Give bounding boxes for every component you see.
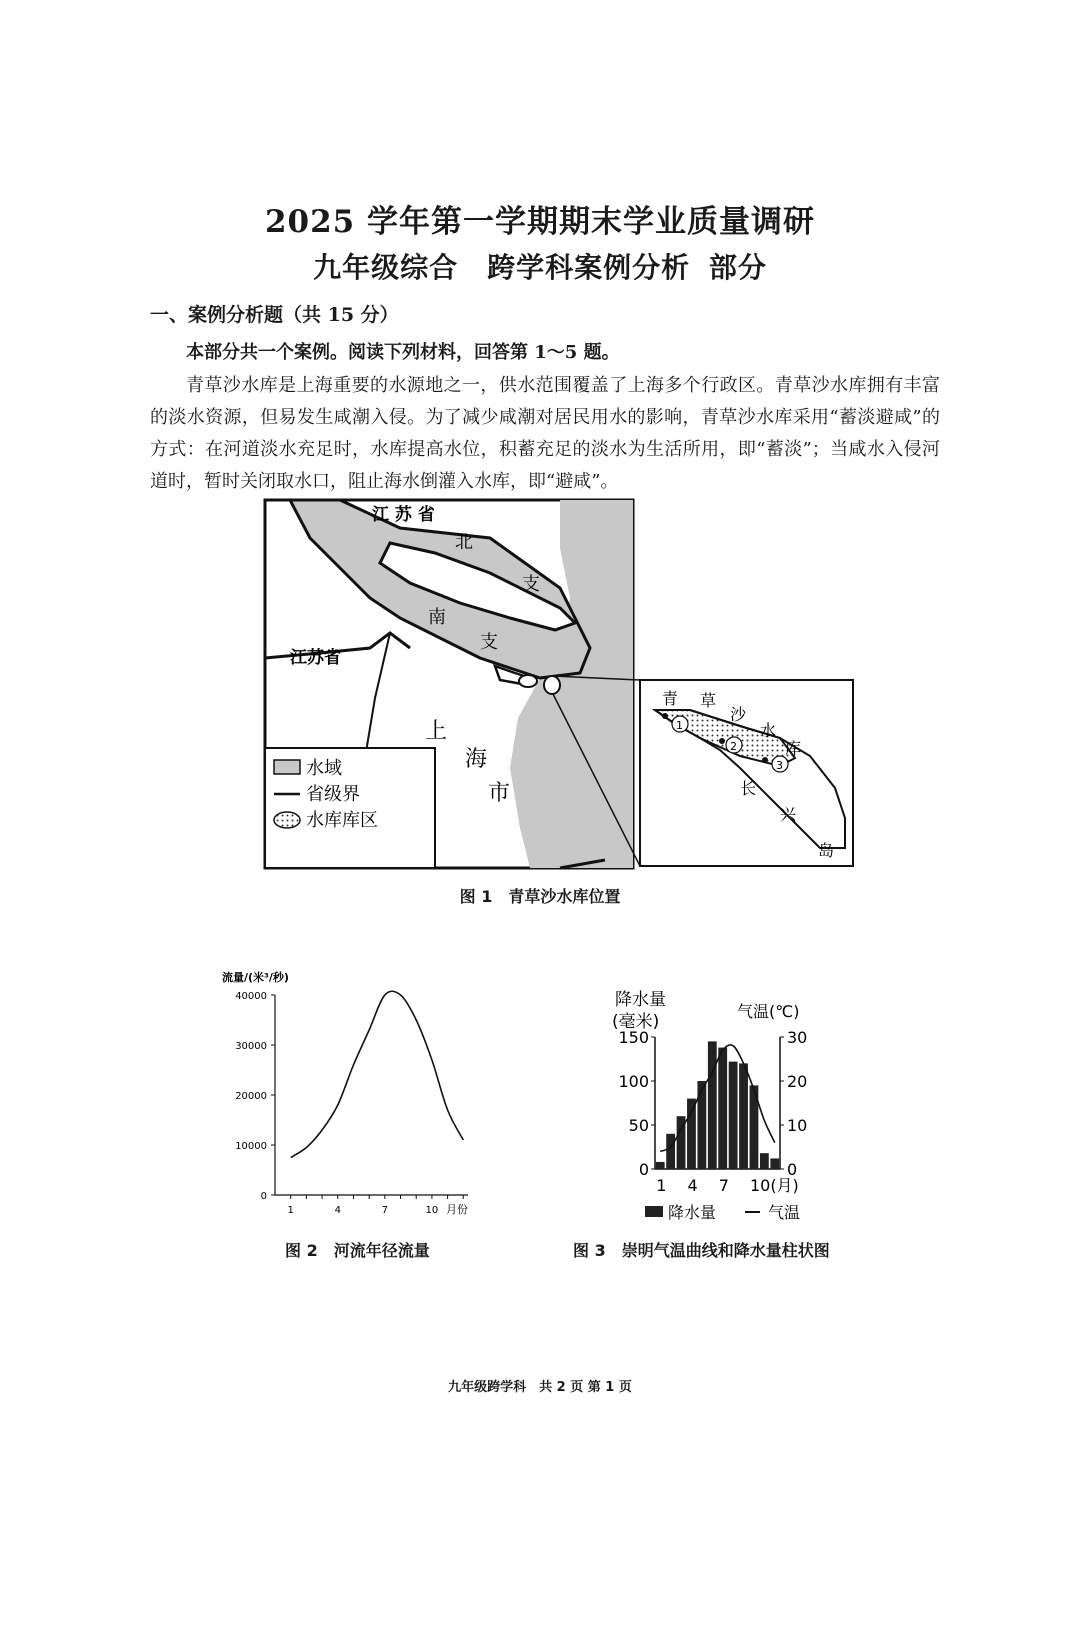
label-south-1: 南: [428, 607, 446, 628]
legend-border-label: 省级界: [306, 784, 360, 805]
label-north-2: 支: [522, 574, 540, 595]
exam-subtitle: 九年级综合 跨学科案例分析 部分: [313, 251, 767, 284]
svg-text:岛: 岛: [818, 841, 835, 860]
map-inset: [640, 680, 853, 866]
fig3-legend-precip: 降水量: [668, 1203, 717, 1222]
fig3-left-tick-label: 50: [628, 1116, 649, 1135]
fig3-ylabel-left-2: (毫米): [612, 1012, 660, 1032]
fig3-left-tick-label: 150: [618, 1028, 649, 1047]
fig3-right-tick-label: 20: [787, 1072, 808, 1091]
figure3-chart: [600, 985, 830, 1225]
fig3-legend-temp: 气温: [768, 1203, 801, 1222]
fig3-precip-bar: [770, 1158, 779, 1169]
svg-text:兴: 兴: [780, 805, 797, 824]
fig2-xtick-label: 10: [425, 1205, 439, 1216]
material-paragraph: 青草沙水库是上海重要的水源地之一，供水范围覆盖了上海多个行政区。青草沙水库拥有丰富的淡水资源，但易发生咸潮入侵。为了减少咸潮对居民用水的影响，青草沙水库采用“蓄淡避咸”的方式：在河道淡水充足时，水库提高水位，积蓄充足的淡水为生活所用，即“蓄淡”；当咸水入侵河道时，暂时关闭取水口，阻止海水倒灌入水库，即“避咸”。: [150, 375, 940, 492]
page-footer: 九年级跨学科 共 2 页 第 1 页: [448, 1380, 632, 1395]
fig3-right-tick-label: 10: [787, 1116, 808, 1135]
legend-reservoir-swatch: [274, 812, 300, 828]
svg-text:2: 2: [730, 740, 737, 753]
fig2-ytick-label: 40000: [235, 991, 267, 1002]
fig2-ytick-label: 10000: [235, 1141, 267, 1152]
fig3-xtick-label: 4: [687, 1176, 698, 1195]
map-legend: [265, 748, 435, 868]
figure1-map: [260, 498, 860, 870]
svg-text:水: 水: [760, 721, 777, 740]
svg-text:沙: 沙: [730, 705, 747, 724]
svg-text:1: 1: [676, 719, 683, 732]
fig3-xtick-label: 1: [656, 1176, 667, 1195]
fig3-precip-bar: [739, 1063, 748, 1169]
figure1-caption: 图 1 青草沙水库位置: [459, 887, 621, 906]
svg-text:3: 3: [776, 759, 783, 772]
figure2-chart: [210, 965, 510, 1230]
fig3-ylabel-right: 气温(℃): [737, 1002, 800, 1021]
fig3-legend-precip-swatch: [645, 1206, 663, 1217]
label-shanghai-3: 市: [488, 781, 511, 806]
label-north-1: 北: [455, 532, 473, 553]
fig3-left-tick-label: 100: [618, 1072, 649, 1091]
label-shanghai-2: 海: [465, 747, 488, 772]
point-1-marker: [662, 713, 668, 719]
fig3-xtick-label: 7: [718, 1176, 729, 1195]
label-jiangsu-left: 江苏省: [290, 648, 341, 668]
fig3-right-tick-label: 30: [787, 1028, 808, 1047]
fig2-xtick-label: 4: [334, 1205, 341, 1216]
svg-text:长: 长: [740, 779, 757, 798]
fig3-precip-bar: [718, 1048, 727, 1169]
fig3-precip-bar: [697, 1081, 706, 1169]
fig3-right-tick-label: 0: [787, 1160, 798, 1179]
fig2-ytick-label: 0: [260, 1191, 267, 1202]
fig3-precip-bar: [760, 1153, 769, 1169]
fig2-ytick-label: 20000: [235, 1091, 267, 1102]
fig2-xtick-label: 1: [287, 1205, 294, 1216]
legend-water-swatch: [274, 760, 300, 774]
fig3-precip-bar: [729, 1062, 738, 1169]
section-intro: 本部分共一个案例。阅读下列材料，回答第 1～5 题。: [186, 342, 620, 363]
fig2-ytick-label: 30000: [235, 1041, 267, 1052]
figure3-caption: 图 3 崇明气温曲线和降水量柱状图: [573, 1241, 830, 1260]
point-3-marker: [762, 757, 768, 763]
figure2-caption: 图 2 河流年径流量: [285, 1241, 430, 1260]
label-south-2: 支: [480, 632, 498, 653]
fig2-xtick-label: 7: [381, 1205, 389, 1216]
svg-text:草: 草: [700, 691, 717, 710]
point-2-marker: [719, 738, 725, 744]
fig3-precip-bar: [708, 1041, 717, 1169]
fig2-xlabel: 月份: [446, 1203, 468, 1216]
svg-text:库: 库: [785, 739, 802, 758]
section-heading: 一、案例分析题（共 15 分）: [150, 304, 399, 326]
fig3-precip-bar: [656, 1162, 665, 1169]
fig3-precip-bar: [666, 1134, 675, 1169]
fig3-xtick-label: 10(月): [749, 1176, 799, 1195]
fig3-precip-bar: [687, 1099, 696, 1169]
fig3-left-tick-label: 0: [638, 1160, 649, 1179]
svg-text:青: 青: [662, 689, 679, 708]
legend-reservoir-label: 水库库区: [306, 810, 378, 831]
exam-title: 2025 学年第一学期期末学业质量调研: [264, 204, 816, 240]
label-jiangsu-top: 江 苏 省: [372, 505, 435, 525]
legend-water-label: 水域: [306, 758, 342, 779]
fig3-ylabel-left-1: 降水量: [615, 990, 666, 1010]
label-shanghai-1: 上: [425, 719, 448, 744]
fig2-ylabel: 流量/(米³/秒): [222, 971, 289, 984]
fig2-runoff-line: [291, 991, 464, 1157]
